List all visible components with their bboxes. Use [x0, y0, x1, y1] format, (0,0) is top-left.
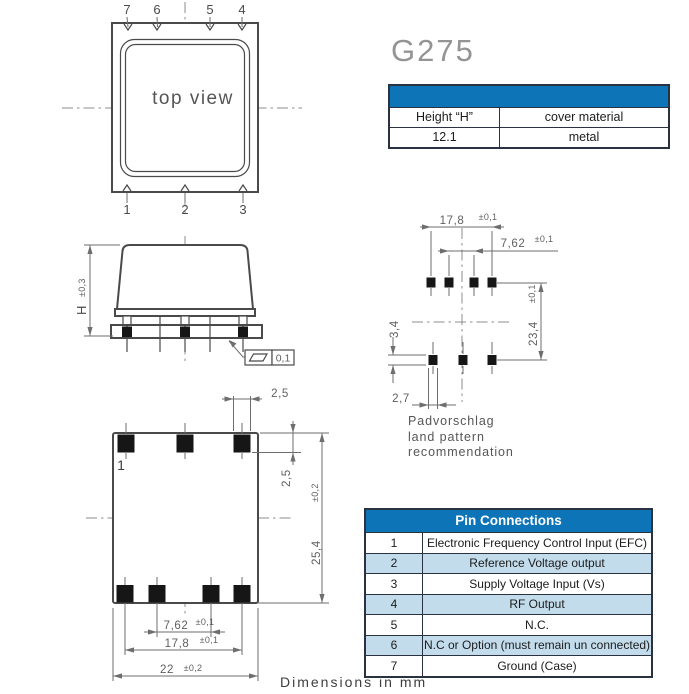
land-pattern-drawing: [388, 212, 558, 409]
land-pattern-caption: [408, 414, 514, 461]
dim-tolerance: ±0,1: [478, 212, 498, 222]
land-pad: [429, 355, 438, 365]
pin-number-6: 6: [153, 2, 161, 17]
table-row: [366, 614, 651, 635]
dimension-outer-pitch: [420, 212, 504, 230]
pin-desc-cell: N.C or Option (must remain un connected): [423, 638, 651, 652]
solder-pad: [180, 327, 190, 338]
table-row: [366, 655, 651, 676]
solder-pad: [149, 585, 166, 603]
flatness-value: 0,1: [275, 352, 291, 365]
spec-value-cover: metal: [568, 130, 600, 144]
solder-pad: [234, 585, 251, 603]
pin-number-3: 3: [239, 202, 247, 217]
spec-header-height: Height “H”: [390, 108, 500, 127]
solder-pad: [203, 585, 220, 603]
dim-value: 3,4: [389, 320, 401, 338]
pin-support: [181, 316, 189, 325]
land-pad: [445, 278, 454, 288]
solder-pad: [238, 327, 248, 338]
dimension-inner-pitch: [438, 234, 558, 254]
pin-number-cell: 7: [366, 656, 423, 676]
dim-tolerance: ±0,1: [527, 284, 537, 303]
flatness-callout: [229, 340, 294, 365]
dim-value: 2,7: [392, 393, 410, 405]
land-pad: [427, 278, 436, 288]
caption-line: land pattern: [408, 429, 485, 444]
dim-value: 23,4: [528, 321, 540, 346]
spec-table-value-row: [390, 127, 668, 147]
caption-line: recommendation: [408, 445, 514, 459]
land-pad: [488, 278, 497, 288]
pin-table-title: Pin Connections: [366, 510, 651, 532]
spec-value-height: 12.1: [390, 128, 500, 147]
dim-value: 17,8: [164, 638, 190, 650]
pin-connections-table: [364, 508, 653, 678]
dim-value: 25,4: [311, 540, 323, 565]
pin-desc-cell: N.C.: [525, 617, 549, 632]
table-row: [366, 532, 651, 553]
dim-tolerance: ±0,2: [310, 483, 320, 502]
spec-table: [388, 84, 670, 149]
solder-pad: [177, 435, 194, 453]
pin-support: [123, 316, 131, 325]
dim-tolerance: ±0,1: [199, 635, 219, 645]
table-row: [366, 635, 651, 656]
dimension-height-H: [74, 245, 120, 336]
pin-desc-cell: Ground (Case): [497, 658, 577, 673]
pin-desc-cell: Reference Voltage output: [469, 556, 605, 570]
solder-pad: [118, 435, 135, 453]
height-tolerance: ±0,3: [77, 278, 87, 297]
land-pad: [459, 355, 468, 365]
side-view-drawing: [74, 236, 294, 365]
dim-tolerance: ±0,1: [534, 234, 554, 244]
pin-number-5: 5: [206, 2, 214, 17]
pin-desc-cell: Electronic Frequency Control Input (EFC): [426, 535, 648, 550]
cover-outline: [117, 245, 253, 309]
dim-value: 7,62: [500, 238, 526, 250]
page-title: G275: [391, 33, 475, 68]
dimension-pad-height: [388, 320, 426, 383]
top-view-drawing: [62, 2, 302, 217]
pin-number-cell: 3: [366, 574, 423, 594]
dimension-pad-height: [252, 421, 301, 487]
pin-one-marker: 1: [117, 457, 125, 473]
units-note: Dimensions in mm: [280, 674, 428, 690]
pin-desc-cell: RF Output: [509, 597, 565, 611]
dim-value: 22: [160, 664, 174, 676]
dim-tolerance: ±0,2: [183, 663, 203, 673]
pin-number-4: 4: [238, 2, 246, 17]
pin-number-cell: 1: [366, 533, 423, 553]
height-label: H: [74, 305, 89, 315]
cover-flange: [115, 309, 255, 316]
land-pad: [488, 355, 497, 365]
table-row: [366, 553, 651, 574]
pin-number-2: 2: [181, 202, 189, 217]
caption-line: Padvorschlag: [408, 414, 495, 428]
table-row: [366, 573, 651, 594]
dim-value: 7,62: [163, 620, 189, 632]
solder-pad: [234, 435, 251, 453]
dim-value: 17,8: [439, 215, 465, 227]
pin-number-cell: 2: [366, 554, 423, 574]
solder-pad: [117, 585, 134, 603]
dim-tolerance: ±0,1: [195, 617, 215, 627]
top-view-label: top view: [152, 88, 234, 109]
spec-table-header-bar: [390, 86, 668, 107]
spec-table-header-row: [390, 107, 668, 127]
pin-number-1: 1: [123, 202, 131, 217]
dimension-inner-pitch: [144, 613, 225, 637]
pin-number-cell: 4: [366, 595, 423, 615]
land-pad: [470, 278, 479, 288]
solder-pad: [122, 327, 132, 338]
dim-value: 2,5: [281, 469, 293, 487]
pin-support: [239, 316, 247, 325]
dim-value: 2,5: [271, 388, 289, 400]
table-row: [366, 594, 651, 615]
spec-header-cover: cover material: [544, 110, 624, 124]
pin-number-cell: 6: [366, 636, 423, 656]
pin-number-7: 7: [123, 2, 131, 17]
dimension-pad-width: [222, 388, 289, 431]
pin-desc-cell: Supply Voltage Input (Vs): [469, 576, 605, 591]
pin-number-cell: 5: [366, 615, 423, 635]
bottom-view-drawing: [86, 388, 329, 681]
dimension-pad-width: [392, 368, 456, 409]
